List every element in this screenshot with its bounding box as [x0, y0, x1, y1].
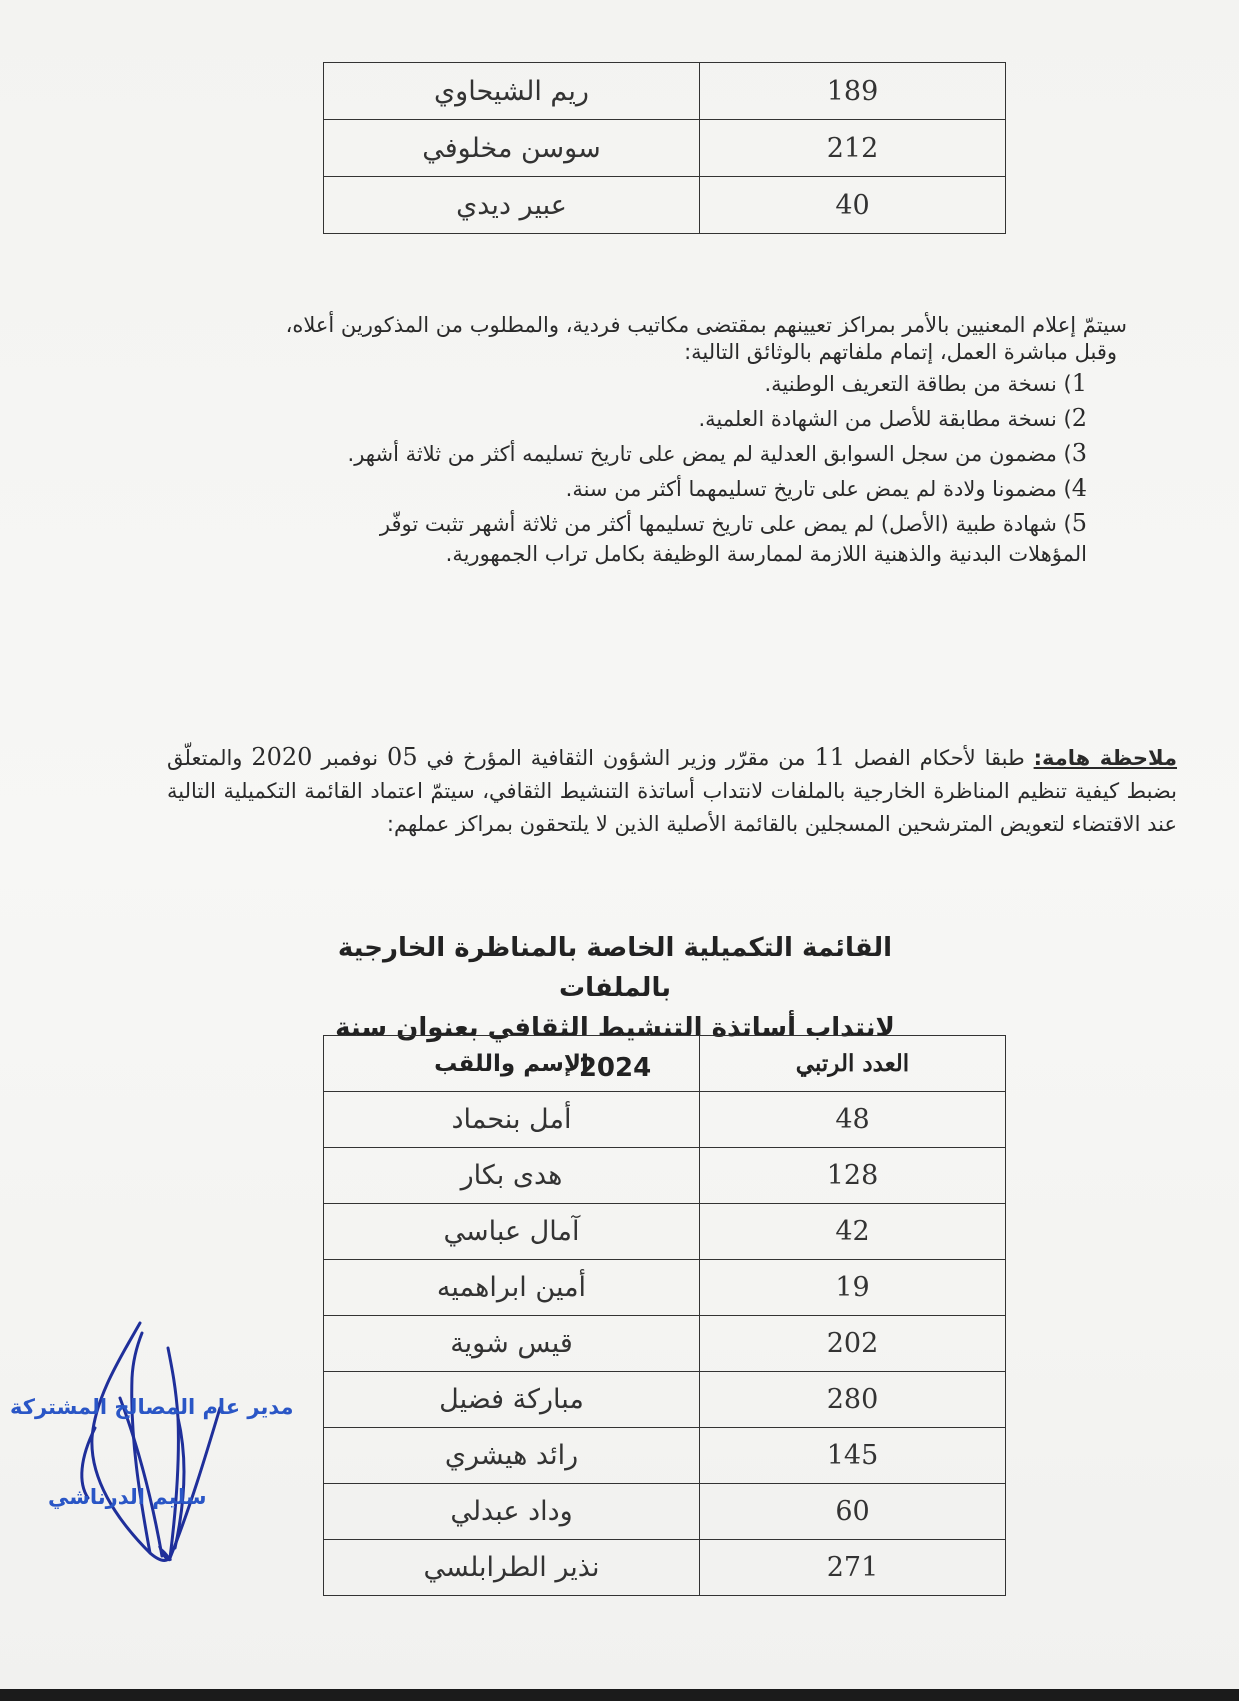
document-list-item: 3) مضمون من سجل السوابق العدلية لم يمض على تاريخ تسليمه أكثر من ثلاثة أشهر. [347, 439, 1087, 467]
stamp-name: سليم الدرناشي [48, 1485, 207, 1509]
candidate-rank-number: 202 [700, 1316, 1006, 1372]
table-row [324, 63, 1006, 120]
candidate-name: أمين ابراهميه [324, 1260, 700, 1316]
candidate-rank-number: 271 [700, 1540, 1006, 1596]
handwritten-signature [0, 1318, 360, 1578]
item-text: مضمون من سجل السوابق العدلية لم يمض على تاريخ تسليمه أكثر من ثلاثة أشهر. [347, 442, 1057, 466]
candidate-rank-number: 19 [700, 1260, 1006, 1316]
candidate-name: هدى بكار [324, 1148, 700, 1204]
item-text: نسخة من بطاقة التعريف الوطنية. [764, 372, 1057, 396]
table-row [324, 120, 1006, 177]
candidate-name: وداد عبدلي [324, 1484, 700, 1540]
scan-edge [0, 1689, 1239, 1701]
table-row [324, 1372, 1006, 1428]
title-line: لانتداب أساتذة التنشيط الثقافي بعنوان سنة 2024 [335, 1013, 895, 1083]
candidate-rank-number: 280 [700, 1372, 1006, 1428]
notice-line: سيتمّ إعلام المعنيين بالأمر بمراكز تعيينهم بمقتضى مكاتيب فردية، والمطلوب من المذكورين أعلاه، [285, 313, 1127, 337]
candidate-rank-number: 189 [700, 63, 1006, 120]
table-row [324, 1092, 1006, 1148]
candidate-rank-number: 212 [700, 120, 1006, 177]
stamp-title: مدير عام المصالح المشتركة [10, 1395, 294, 1419]
table-row [324, 1148, 1006, 1204]
important-note [167, 741, 1177, 841]
table-row [324, 1260, 1006, 1316]
candidate-rank-number: 42 [700, 1204, 1006, 1260]
notice-line: وقبل مباشرة العمل، إتمام ملفاتهم بالوثائق التالية: [684, 340, 1117, 364]
candidate-rank-number: 128 [700, 1148, 1006, 1204]
table-row [324, 1316, 1006, 1372]
document-list-item: 5) شهادة طبية (الأصل) لم يمض على تاريخ تسليمها أكثر من ثلاثة أشهر تثبت توفّر [379, 509, 1087, 537]
candidate-rank-number: 145 [700, 1428, 1006, 1484]
chapter-number: 11 [814, 743, 845, 771]
candidate-name: رائد هيشري [324, 1428, 700, 1484]
decree-day: 05 [387, 743, 418, 771]
document-list-item: 4) مضمونا ولادة لم يمض على تاريخ تسليمهما أكثر من سنة. [565, 474, 1087, 502]
item-number: 1 [1071, 369, 1087, 397]
candidate-name: قيس شوية [324, 1316, 700, 1372]
candidate-name: آمال عباسي [324, 1204, 700, 1260]
decree-year: 2020 [251, 743, 313, 771]
candidate-name: ريم الشيحاوي [324, 63, 700, 120]
candidates-table-continued [323, 62, 1006, 234]
item-text: مضمونا ولادة لم يمض على تاريخ تسليمهما أكثر من سنة. [565, 477, 1057, 501]
candidate-name: سوسن مخلوفي [324, 120, 700, 177]
table-row [324, 1484, 1006, 1540]
title-line: القائمة التكميلية الخاصة بالمناظرة الخارجية بالملفات [337, 933, 893, 1003]
candidate-rank-number: 40 [700, 177, 1006, 234]
note-text: نوفمبر [312, 746, 388, 770]
document-list-item: 1) نسخة من بطاقة التعريف الوطنية. [764, 369, 1087, 397]
note-text: طبقا لأحكام الفصل [844, 746, 1034, 770]
document-list-item: 2) نسخة مطابقة للأصل من الشهادة العلمية. [698, 404, 1087, 432]
item-number: 2 [1071, 404, 1087, 432]
note-label: ملاحظة هامة: [1033, 746, 1178, 770]
column-header-number: العدد الرتبي [700, 1036, 1006, 1092]
candidate-name: عبير ديدي [324, 177, 700, 234]
item-text: نسخة مطابقة للأصل من الشهادة العلمية. [698, 407, 1057, 431]
item-continuation: المؤهلات البدنية والذهنية اللازمة لممارسة الوظيفة بكامل تراب الجمهورية. [445, 542, 1087, 566]
candidate-name: مباركة فضيل [324, 1372, 700, 1428]
note-text: والمتعلّق بضبط كيفية تنظيم المناظرة الخارجية بالملفات لانتداب أساتذة التنشيط الثقافي، سيتمّ اعتماد القائمة التكميلية التالية عند الاقتضاء لتعويض المترشحين المسجلين بالقائمة الأصلية الذين لا يلتحقون بمراكز عملهم: [167, 746, 1177, 836]
candidate-rank-number: 60 [700, 1484, 1006, 1540]
supplementary-list-table [323, 1035, 1006, 1596]
column-header-name: الإسم واللقب [324, 1036, 700, 1092]
candidate-name: أمل بنحماد [324, 1092, 700, 1148]
table-header-row [324, 1036, 1006, 1092]
table-row [324, 1428, 1006, 1484]
item-number: 5 [1071, 509, 1087, 537]
table-row [324, 1540, 1006, 1596]
candidate-rank-number: 48 [700, 1092, 1006, 1148]
table-row [324, 177, 1006, 234]
item-number: 4 [1071, 474, 1087, 502]
candidate-name: نذير الطرابلسي [324, 1540, 700, 1596]
item-text: شهادة طبية (الأصل) لم يمض على تاريخ تسليمها أكثر من ثلاثة أشهر تثبت توفّر [379, 512, 1057, 536]
note-text: من مقرّر وزير الشؤون الثقافية المؤرخ في [417, 746, 815, 770]
notice-paragraph [47, 312, 1127, 568]
item-number: 3 [1071, 439, 1087, 467]
table-row [324, 1204, 1006, 1260]
